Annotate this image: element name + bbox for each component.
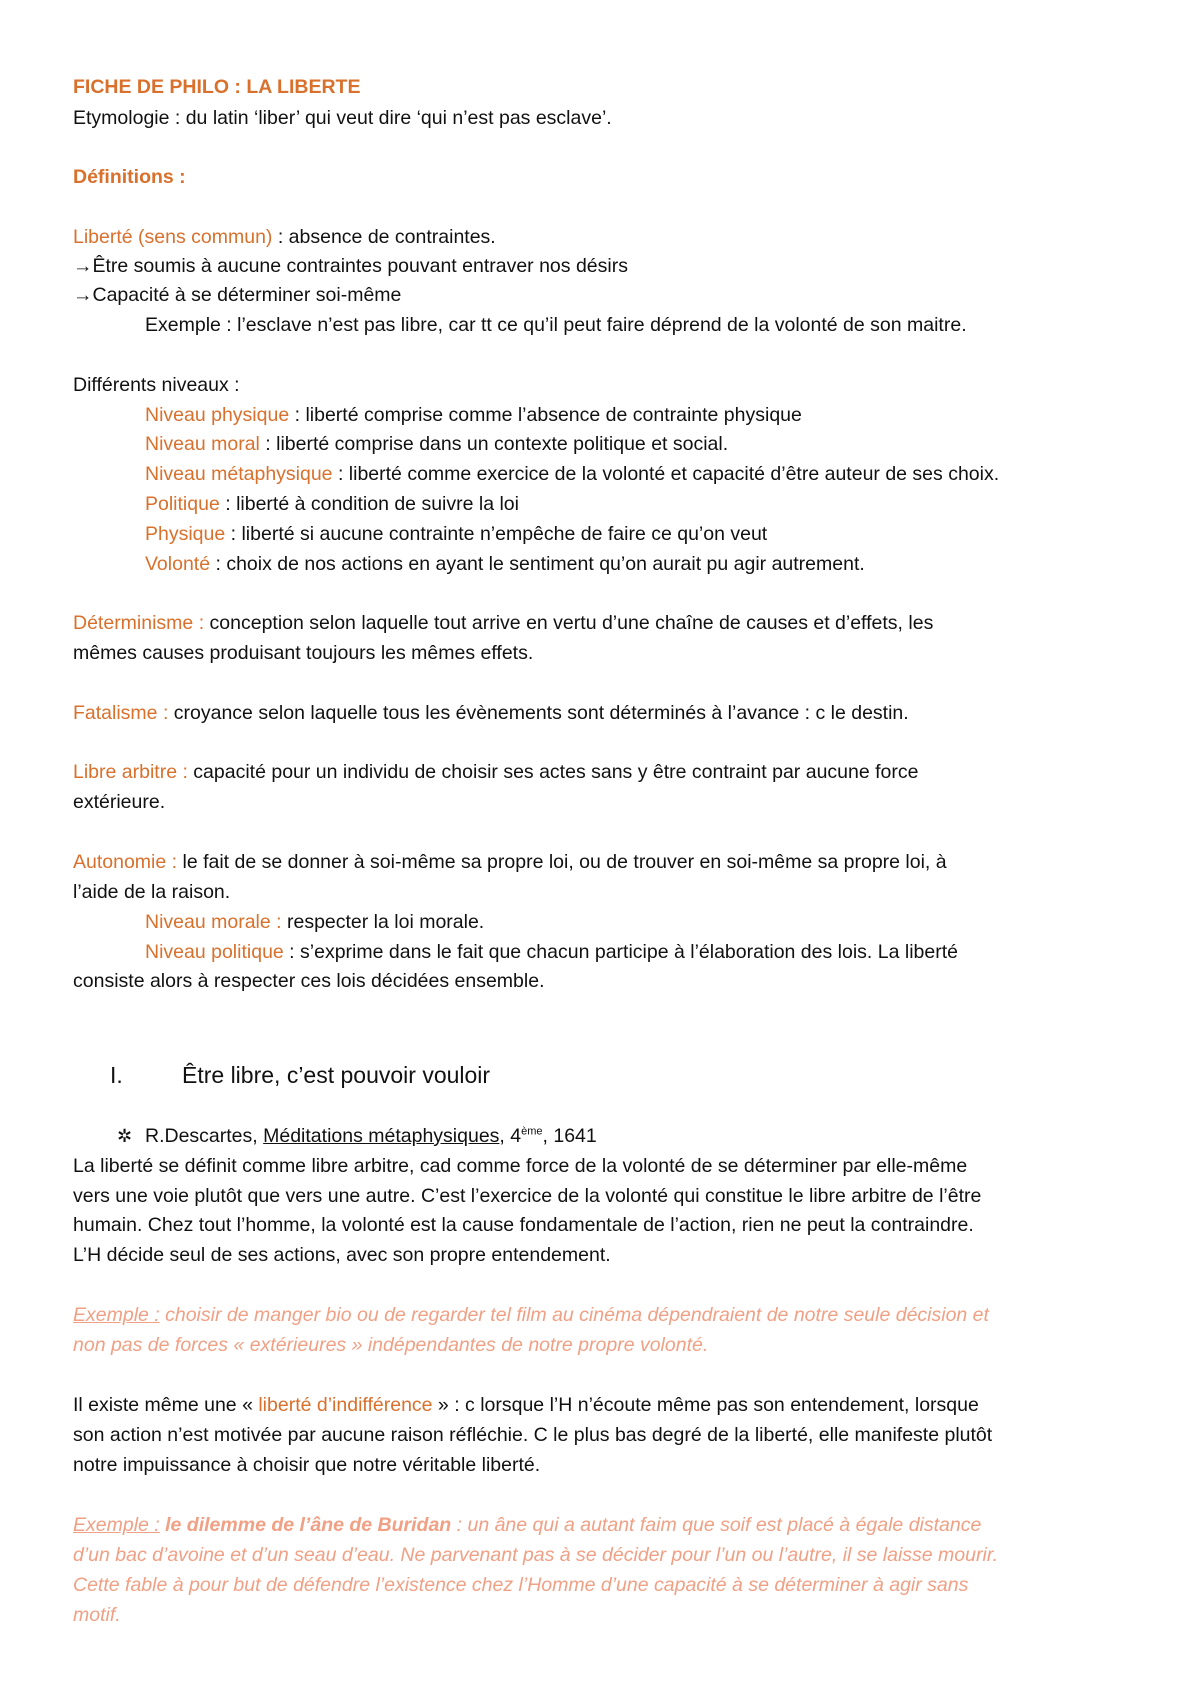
def-text: croyance selon laquelle tous les évènements sont déterminés à l’avance : c le destin. bbox=[168, 702, 909, 724]
example-label: Exemple : bbox=[73, 1304, 160, 1326]
level-item bbox=[145, 403, 802, 427]
def-liberte bbox=[73, 225, 496, 249]
paragraph-line: L’H décide seul de ses actions, avec son propre entendement. bbox=[73, 1244, 611, 1266]
paragraph-line: vers une voie plutôt que vers une autre. C’est l’exercice de la volonté qui constitue le libre arbitre de l’être bbox=[73, 1185, 982, 1207]
levels-heading: Différents niveaux : bbox=[73, 374, 240, 396]
indiff-pre: Il existe même une « bbox=[73, 1394, 259, 1416]
ref-part: , 4 bbox=[499, 1125, 522, 1147]
section-title: Être libre, c’est pouvoir vouloir bbox=[182, 1062, 491, 1088]
example-2 bbox=[73, 1513, 981, 1537]
paragraph-line: La liberté se définit comme libre arbitre, cad comme force de la volonté de se déterminer par elle-même bbox=[73, 1155, 968, 1177]
autonomie-politique bbox=[145, 940, 958, 964]
definitions-heading: Définitions : bbox=[73, 166, 186, 188]
def-text: conception selon laquelle tout arrive en vertu d’une chaîne de causes et d’effets, les bbox=[204, 612, 934, 634]
level-term: Volonté bbox=[145, 553, 211, 575]
level-item bbox=[145, 432, 728, 456]
liberte-point-2-text: Capacité à se déterminer soi-même bbox=[92, 284, 402, 306]
def-determinisme-cont: mêmes causes produisant toujours les mêmes effets. bbox=[73, 642, 534, 664]
liberte-example: Exemple : l’esclave n’est pas libre, car tt ce qu’il peut faire déprend de la volonté de son maitre. bbox=[145, 314, 967, 336]
def-libre-arbitre-cont: extérieure. bbox=[73, 791, 166, 813]
ref-author: R.Descartes, bbox=[145, 1125, 264, 1147]
term-determinisme: Déterminisme : bbox=[73, 612, 205, 634]
example-1-cont: non pas de forces « extérieures » indépendantes de notre propre volonté. bbox=[73, 1334, 709, 1356]
def-fatalisme bbox=[73, 701, 909, 725]
example-1 bbox=[73, 1303, 989, 1327]
term-indifference: liberté d’indifférence bbox=[258, 1394, 433, 1416]
ref-work: Méditations métaphysiques bbox=[263, 1125, 500, 1147]
def-liberte-text: : absence de contraintes. bbox=[272, 226, 496, 248]
level-term: Politique bbox=[145, 493, 220, 515]
example-bold: le dilemme de l’âne de Buridan bbox=[159, 1514, 452, 1536]
example-text: choisir de manger bio ou de regarder tel film au cinéma dépendraient de notre seule décision et bbox=[159, 1304, 989, 1326]
level-text: : liberté à condition de suivre la loi bbox=[219, 493, 519, 515]
level-item bbox=[145, 552, 865, 576]
level-term: Niveau moral bbox=[145, 433, 260, 455]
level-text: : liberté si aucune contrainte n’empêche de faire ce qu’on veut bbox=[225, 523, 768, 545]
def-autonomie-last: consiste alors à respecter ces lois décidées ensemble. bbox=[73, 970, 545, 992]
def-determinisme bbox=[73, 611, 933, 635]
liberte-point-1 bbox=[73, 254, 628, 278]
example-text: : un âne qui a autant faim que soif est placé à égale distance bbox=[451, 1514, 982, 1536]
level-item bbox=[145, 492, 519, 516]
autonomie-morale bbox=[145, 910, 484, 934]
liberte-point-1-text: Être soumis à aucune contraintes pouvant entraver nos désirs bbox=[92, 255, 628, 277]
level-text: : liberté comprise comme l’absence de contrainte physique bbox=[289, 404, 802, 426]
def-libre-arbitre bbox=[73, 760, 918, 784]
paragraph-line: humain. Chez tout l’homme, la volonté est la cause fondamentale de l’action, rien ne peut la contraindre. bbox=[73, 1214, 974, 1236]
term-libre-arbitre: Libre arbitre : bbox=[73, 761, 188, 783]
level-item bbox=[145, 462, 999, 486]
level-term: Niveau morale : bbox=[145, 911, 282, 933]
def-text: le fait de se donner à soi-même sa propre loi, ou de trouver en soi-même sa propre loi, à bbox=[177, 851, 947, 873]
example-2-cont: Cette fable à pour but de défendre l’existence chez l’Homme d’une capacité à se déterminer à agir sans bbox=[73, 1574, 969, 1596]
def-text: capacité pour un individu de choisir ses actes sans y être contraint par aucune force bbox=[187, 761, 919, 783]
level-term: Niveau politique bbox=[145, 941, 284, 963]
example-2-cont: d’un bac d’avoine et d’un seau d’eau. Ne parvenant pas à se décider pour l’un ou l’autre, il se laisse mourir. bbox=[73, 1544, 999, 1566]
arrow-right-icon: → bbox=[73, 284, 93, 306]
example-label: Exemple : bbox=[73, 1514, 160, 1536]
level-term: Niveau métaphysique bbox=[145, 463, 333, 485]
term-fatalisme: Fatalisme : bbox=[73, 702, 169, 724]
reference-line bbox=[145, 1124, 597, 1148]
def-autonomie-cont: l’aide de la raison. bbox=[73, 881, 231, 903]
level-term: Physique bbox=[145, 523, 226, 545]
indifference-line-2: son action n’est motivée par aucune raison réfléchie. C le plus bas degré de la liberté, elle manifeste plutôt bbox=[73, 1424, 993, 1446]
indiff-post: » : c lorsque l’H n’écoute même pas son entendement, lorsque bbox=[432, 1394, 979, 1416]
level-term: Niveau physique bbox=[145, 404, 290, 426]
level-text: respecter la loi morale. bbox=[281, 911, 485, 933]
level-text: : s’exprime dans le fait que chacun participe à l’élaboration des lois. La liberté bbox=[283, 941, 958, 963]
indifference-line bbox=[73, 1393, 979, 1417]
term-autonomie: Autonomie : bbox=[73, 851, 178, 873]
indifference-line-3: notre impuissance à choisir que notre véritable liberté. bbox=[73, 1454, 541, 1476]
level-item bbox=[145, 522, 767, 546]
term-liberte: Liberté (sens commun) bbox=[73, 226, 273, 248]
etymology-line: Etymologie : du latin ‘liber’ qui veut dire ‘qui n’est pas esclave’. bbox=[73, 107, 612, 129]
level-text: : liberté comprise dans un contexte politique et social. bbox=[259, 433, 729, 455]
def-autonomie bbox=[73, 850, 947, 874]
level-text: : choix de nos actions en ayant le sentiment qu’on aurait pu agir autrement. bbox=[210, 553, 865, 575]
level-text: : liberté comme exercice de la volonté et capacité d’être auteur de ses choix. bbox=[332, 463, 1000, 485]
ref-sup: ème bbox=[521, 1125, 543, 1138]
liberte-point-2 bbox=[73, 283, 401, 307]
star-bullet-icon: ✲ bbox=[117, 1126, 133, 1146]
arrow-right-icon: → bbox=[73, 255, 93, 277]
page-title: FICHE DE PHILO : LA LIBERTE bbox=[73, 76, 361, 98]
section-number: I. bbox=[110, 1062, 123, 1088]
example-2-cont: motif. bbox=[73, 1604, 121, 1626]
ref-year: , 1641 bbox=[542, 1125, 597, 1147]
